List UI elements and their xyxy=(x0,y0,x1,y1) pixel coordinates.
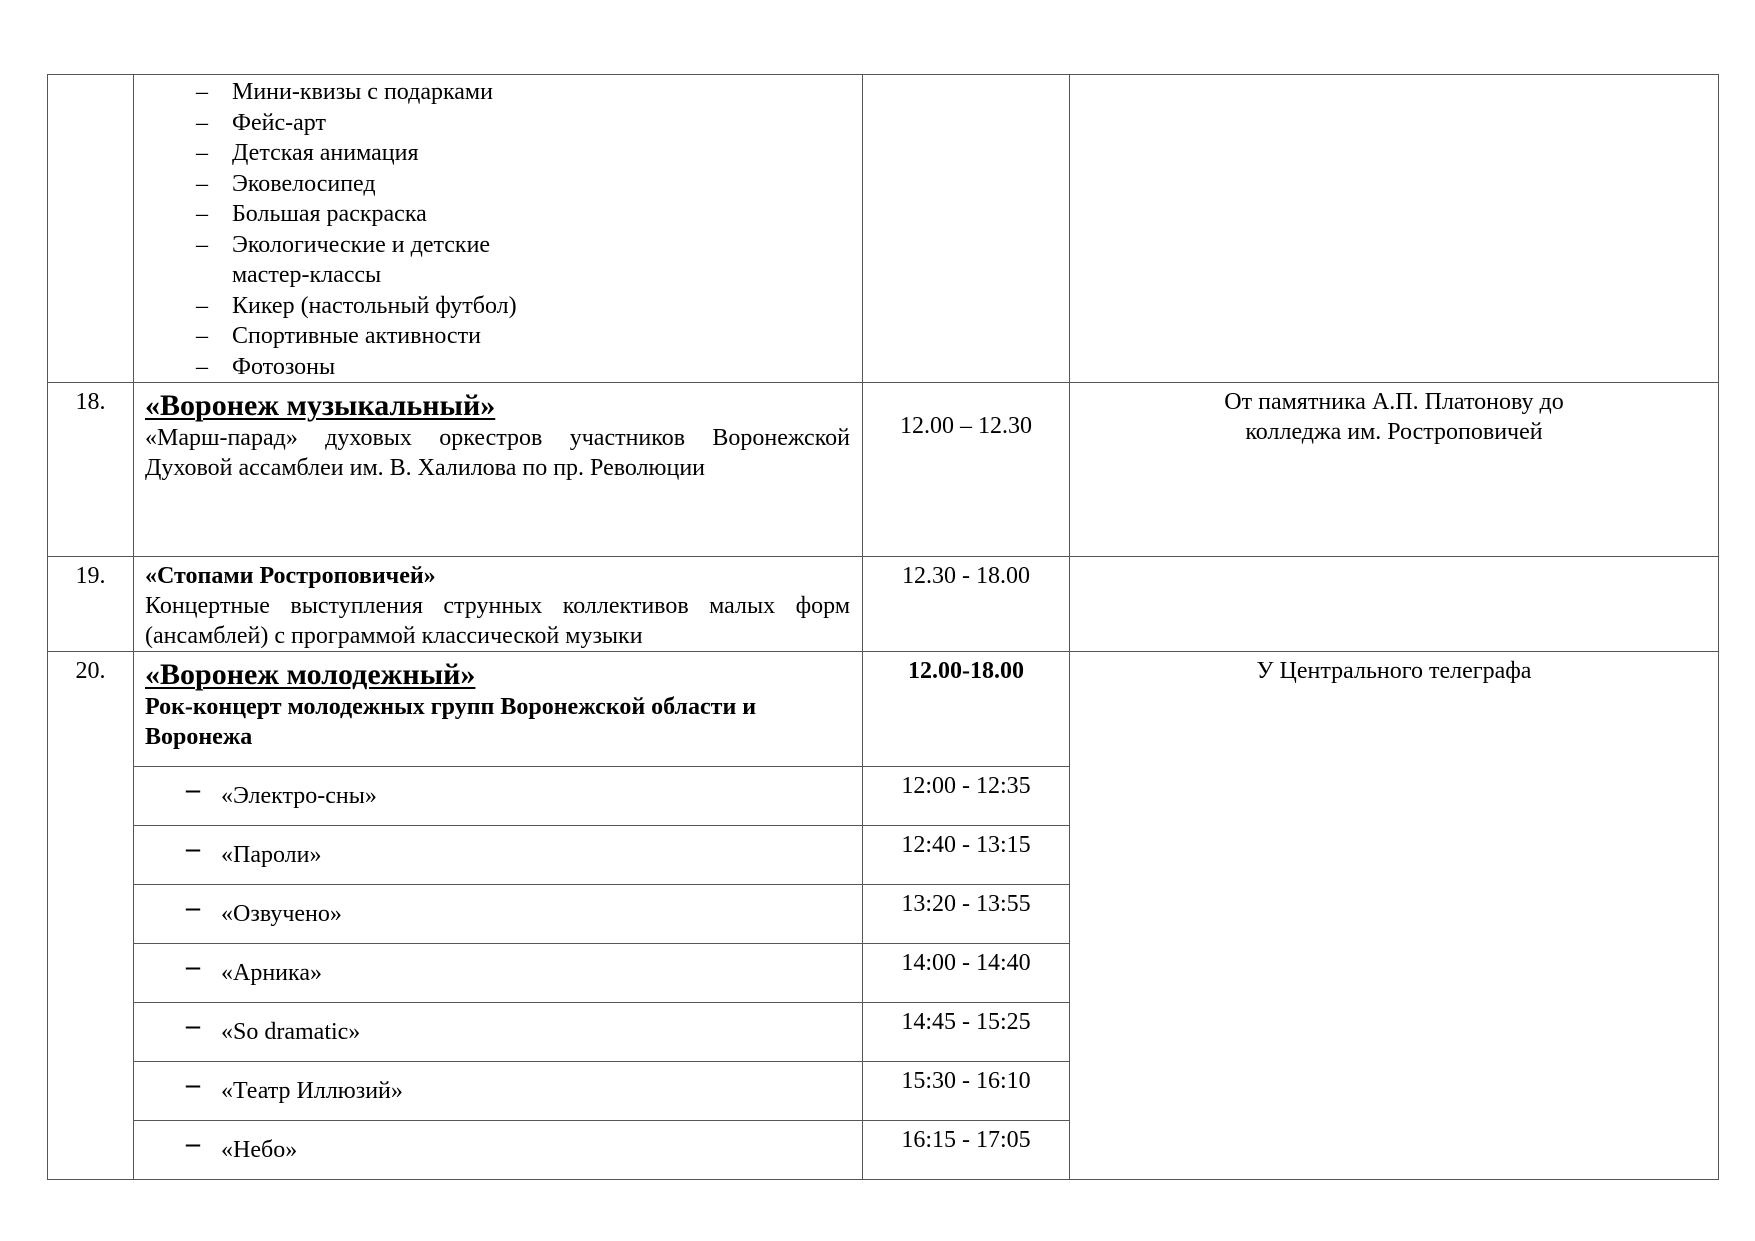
schedule-table xyxy=(47,74,1719,1180)
dash-bullet: – xyxy=(186,1069,200,1100)
row-number: 18. xyxy=(48,383,134,557)
band-time: 14:00 - 14:40 xyxy=(863,944,1070,1003)
place-line-1: От памятника А.П. Платонову до xyxy=(1224,389,1564,415)
activity-item xyxy=(145,230,850,291)
dash-bullet: – xyxy=(196,292,208,319)
table-row-19 xyxy=(48,557,1719,652)
dash-bullet: – xyxy=(196,353,208,380)
dash-bullet: – xyxy=(196,323,208,349)
dash-bullet: – xyxy=(196,201,208,227)
dash-bullet: – xyxy=(186,951,200,982)
row-number: 19. xyxy=(48,557,134,652)
activity-label: Эковелосипед xyxy=(232,170,376,197)
activity-label: Кикер (настольный футбол) xyxy=(232,292,517,319)
band-name: «Небо» xyxy=(221,1137,298,1163)
event-title: «Воронеж молодежный» xyxy=(145,658,476,691)
event-subtitle: Рок-концерт молодежных групп Воронежской области и Воронежа xyxy=(145,694,757,750)
band-time: 12:40 - 13:15 xyxy=(863,826,1070,885)
dash-bullet: – xyxy=(196,109,208,136)
event-place xyxy=(1070,383,1719,557)
band-cell xyxy=(134,1003,863,1062)
activity-item xyxy=(145,108,850,139)
band-cell xyxy=(134,767,863,826)
activity-label: Фейс-арт xyxy=(232,109,326,136)
table-row-18 xyxy=(48,383,1719,557)
dash-bullet: – xyxy=(196,79,208,105)
num-cell xyxy=(48,75,134,383)
dash-bullet: – xyxy=(196,170,208,197)
event-time: 12.30 - 18.00 xyxy=(863,557,1070,652)
event-description xyxy=(134,652,863,767)
event-title: «Стопами Ростроповичей» xyxy=(145,563,436,589)
dash-bullet: – xyxy=(186,1010,200,1041)
band-cell xyxy=(134,826,863,885)
activity-label: Детская анимация xyxy=(232,140,419,166)
event-text: «Марш-парад» духовых оркестров участников Воронежской Духовой ассамблеи им. В. Халилова по пр. Революции xyxy=(145,425,850,481)
place-line-2: колледжа им. Ростроповичей xyxy=(1245,419,1543,445)
dash-bullet: – xyxy=(186,833,200,864)
event-place: У Центрального телеграфа xyxy=(1070,652,1719,1180)
dash-bullet: – xyxy=(186,1128,200,1159)
activity-label: Экологические и детские мастер-классы xyxy=(232,231,491,288)
band-cell xyxy=(134,885,863,944)
dash-bullet: – xyxy=(196,140,208,166)
event-title: «Воронеж музыкальный» xyxy=(145,389,496,422)
band-name: «Арника» xyxy=(221,960,322,986)
table-row-20 xyxy=(48,652,1719,767)
time-cell xyxy=(863,75,1070,383)
activity-item xyxy=(145,321,850,352)
event-text: Концертные выступления струнных коллективов малых форм (ансамблей) с программой классической музыки xyxy=(145,593,850,649)
activity-item xyxy=(145,291,850,322)
event-description xyxy=(134,557,863,652)
dash-bullet: – xyxy=(196,231,208,258)
activity-item xyxy=(145,352,850,383)
band-time: 13:20 - 13:55 xyxy=(863,885,1070,944)
band-name: «Электро-сны» xyxy=(221,783,377,809)
event-description xyxy=(134,383,863,557)
event-time: 12.00-18.00 xyxy=(863,652,1070,767)
band-time: 14:45 - 15:25 xyxy=(863,1003,1070,1062)
band-cell xyxy=(134,944,863,1003)
band-name: «So dramatic» xyxy=(221,1019,361,1045)
activities-cell xyxy=(134,75,863,383)
activity-label: Мини-квизы с подарками xyxy=(232,79,493,105)
band-cell xyxy=(134,1121,863,1180)
activity-item xyxy=(145,199,850,230)
band-cell xyxy=(134,1062,863,1121)
band-time: 15:30 - 16:10 xyxy=(863,1062,1070,1121)
row-number: 20. xyxy=(48,652,134,1180)
band-name: «Театр Иллюзий» xyxy=(221,1078,403,1104)
dash-bullet: – xyxy=(186,774,200,805)
activity-item xyxy=(145,138,850,169)
activity-label: Большая раскраска xyxy=(232,201,427,227)
activity-label: Фотозоны xyxy=(232,353,336,380)
event-time: 12.00 – 12.30 xyxy=(863,383,1070,557)
activity-label: Спортивные активности xyxy=(232,323,481,349)
activity-list xyxy=(145,77,850,382)
band-name: «Пароли» xyxy=(221,842,322,868)
band-time: 12:00 - 12:35 xyxy=(863,767,1070,826)
event-place xyxy=(1070,557,1719,652)
band-time: 16:15 - 17:05 xyxy=(863,1121,1070,1180)
table-row-continued xyxy=(48,75,1719,383)
dash-bullet: – xyxy=(186,892,200,923)
place-cell xyxy=(1070,75,1719,383)
band-name: «Озвучено» xyxy=(221,901,342,927)
activity-item xyxy=(145,77,850,108)
activity-item xyxy=(145,169,850,200)
